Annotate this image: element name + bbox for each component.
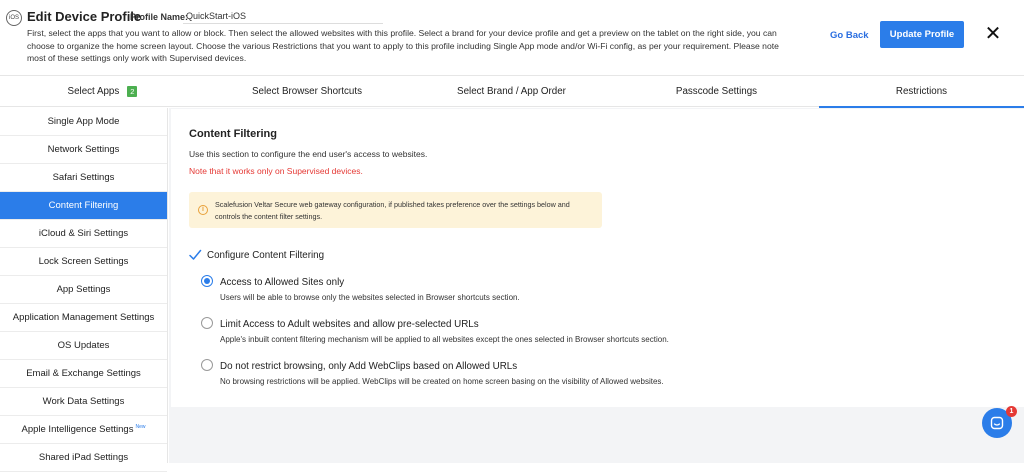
sidebar-item-single-app-mode[interactable]: Single App Mode — [0, 108, 167, 136]
sidebar-item-network-settings[interactable]: Network Settings — [0, 136, 167, 164]
tab-bar — [0, 75, 1024, 107]
new-badge: New — [135, 423, 146, 430]
sidebar-item-application-management-settings[interactable]: Application Management Settings — [0, 304, 167, 332]
option-title: Do not restrict browsing, only Add WebClips based on Allowed URLs — [220, 361, 518, 372]
configure-content-filtering-label: Configure Content Filtering — [207, 250, 325, 261]
radio-limit-adult-websites[interactable] — [201, 317, 213, 329]
tab-label: Select Apps — [67, 86, 120, 97]
option-description: Apple's inbuilt content filtering mechanism will be applied to all websites except the ones selected in Browser shortcuts section. — [220, 335, 669, 344]
option-description: No browsing restrictions will be applied. WebClips will be created on home screen basing on the visibility of Allowed websites. — [220, 377, 664, 386]
page-description: First, select the apps that you want to allow or block. Then select the allowed websites with this profile. Select a brand for your device profile and get a preview on the tablet on the right side, you can choose to organize the home screen layout. Choose the various Restrictions that you want to apply to this profile including Single App mode and/or Wi-Fi config, as per your requirement. Please note most of these settings only work with Supervised devices. — [27, 28, 779, 63]
update-profile-button[interactable]: Update Profile — [880, 21, 964, 48]
sidebar-item-safari-settings[interactable]: Safari Settings — [0, 164, 167, 192]
section-title: Content Filtering — [189, 128, 277, 140]
radio-allowed-sites-only[interactable] — [201, 275, 213, 287]
sidebar-item-work-data-settings[interactable]: Work Data Settings — [0, 388, 167, 416]
sidebar-item-shared-ipad-settings[interactable]: Shared iPad Settings — [0, 444, 167, 472]
ios-badge-icon: iOS — [6, 10, 22, 26]
tab-label: Select Browser Shortcuts — [252, 86, 362, 97]
app-count-badge: 2 — [127, 86, 137, 97]
info-icon: i — [198, 205, 208, 215]
sidebar-item-email-exchange-settings[interactable]: Email & Exchange Settings — [0, 360, 167, 388]
tab-select-brand-app-order[interactable] — [409, 76, 614, 107]
profile-name-label: Profile Name: — [130, 12, 189, 22]
sidebar-item-app-settings[interactable]: App Settings — [0, 276, 167, 304]
chat-icon — [990, 416, 1004, 430]
option-title: Access to Allowed Sites only — [220, 277, 345, 288]
option-description: Users will be able to browse only the websites selected in Browser shortcuts section. — [220, 293, 520, 302]
tab-restrictions[interactable] — [819, 76, 1024, 107]
checkmark-icon[interactable] — [188, 248, 202, 262]
chat-notification-badge: 1 — [1006, 406, 1017, 417]
sidebar — [0, 108, 168, 463]
info-alert — [189, 192, 602, 228]
page-title: Edit Device Profile — [27, 9, 142, 24]
sidebar-item-content-filtering[interactable]: Content Filtering — [0, 192, 167, 220]
sidebar-item-os-updates[interactable]: OS Updates — [0, 332, 167, 360]
radio-do-not-restrict[interactable] — [201, 359, 213, 371]
tab-label: Restrictions — [895, 86, 948, 97]
sidebar-item-apple-intelligence-settings[interactable] — [0, 416, 167, 444]
supervised-note: Note that it works only on Supervised devices. — [189, 166, 363, 176]
close-icon[interactable]: ✕ — [984, 23, 1002, 45]
tab-select-browser-shortcuts[interactable] — [205, 76, 409, 107]
header — [0, 0, 1024, 72]
tab-select-apps[interactable] — [0, 76, 205, 107]
profile-name-input[interactable] — [183, 8, 383, 24]
go-back-link[interactable]: Go Back — [830, 30, 869, 41]
section-description: Use this section to configure the end user's access to websites. — [189, 149, 428, 159]
sidebar-item-lock-screen-settings[interactable]: Lock Screen Settings — [0, 248, 167, 276]
alert-text: Scalefusion Veltar Secure web gateway configuration, if published takes preference over the settings below and controls the content filter settings. — [215, 200, 570, 221]
option-title: Limit Access to Adult websites and allow pre-selected URLs — [220, 319, 479, 330]
tab-passcode-settings[interactable] — [614, 76, 819, 107]
sidebar-item-label: Apple Intelligence Settings — [21, 424, 134, 435]
tab-label: Select Brand / App Order — [457, 86, 566, 97]
tab-label: Passcode Settings — [675, 86, 758, 97]
sidebar-item-icloud-siri-settings[interactable]: iCloud & Siri Settings — [0, 220, 167, 248]
